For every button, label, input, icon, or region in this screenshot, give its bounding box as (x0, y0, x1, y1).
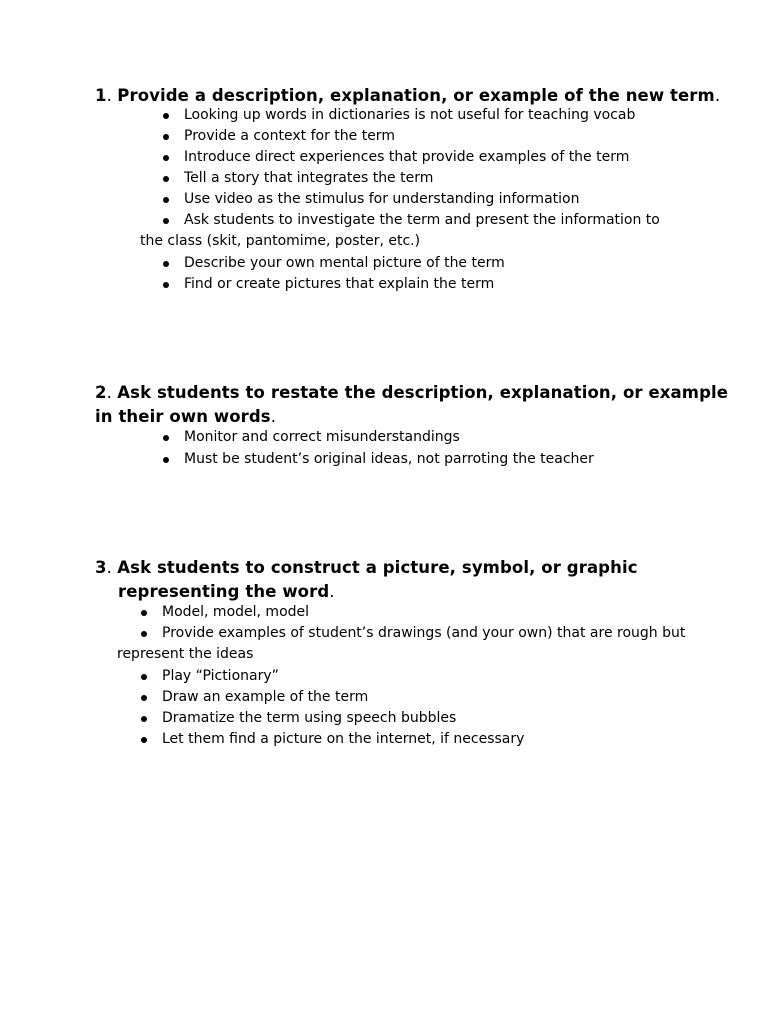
bullet-icon (163, 197, 169, 203)
section-heading-continuation (118, 580, 335, 604)
section-number: 1 (95, 86, 107, 105)
bullet-icon (141, 674, 147, 680)
list-item-text: Ask students to investigate the term and present the information to (184, 212, 660, 228)
list-item-continuation: the class (skit, pantomime, poster, etc.) (140, 233, 421, 249)
bullet-icon (163, 218, 169, 224)
list-item-text: Draw an example of the term (162, 689, 369, 705)
list-item-text: Provide a context for the term (184, 128, 395, 144)
list-item-text: Use video as the stimulus for understanding information (184, 191, 580, 207)
section-heading-line: Provide a description, explanation, or example of the new term (117, 86, 715, 105)
list-item-text: Introduce direct experiences that provide examples of the term (184, 149, 630, 165)
bullet-icon (163, 155, 169, 161)
section-heading-end: . (270, 407, 277, 426)
bullet-icon (141, 610, 147, 616)
bullet-icon (141, 737, 147, 743)
bullet-icon (141, 631, 147, 637)
bullet-icon (141, 716, 147, 722)
list-item-text: Let them find a picture on the internet, if necessary (162, 731, 525, 747)
section-heading-end: . (329, 582, 335, 601)
list-item-text: Looking up words in dictionaries is not useful for teaching vocab (184, 107, 636, 123)
list-item-continuation: represent the ideas (117, 646, 254, 662)
list-item-text: Play “Pictionary” (162, 668, 279, 684)
bullet-icon (163, 282, 169, 288)
list-item-text: Provide examples of student’s drawings (and your own) that are rough but (162, 625, 686, 641)
section-heading-line: Ask students to restate the description, explanation, or example (117, 383, 729, 402)
bullet-icon (163, 457, 169, 463)
list-item-text: Must be student’s original ideas, not parroting the teacher (184, 451, 594, 467)
section-number: 3 (95, 558, 107, 577)
section-heading-continuation (95, 405, 276, 429)
list-item-text: Find or create pictures that explain the term (184, 276, 495, 292)
section-heading-line: Ask students to construct a picture, symbol, or graphic (117, 558, 638, 577)
list-item-text: Monitor and correct misunderstandings (184, 429, 460, 445)
list-item-text: Model, model, model (162, 604, 310, 620)
section-heading-line: representing the word (118, 582, 330, 601)
list-item-text: Describe your own mental picture of the term (184, 255, 505, 271)
bullet-icon (163, 113, 169, 119)
bullet-icon (163, 134, 169, 140)
section-heading: 2. Ask students to restate the description, explanation, or example (95, 383, 729, 402)
list-item-text: Tell a story that integrates the term (184, 170, 434, 186)
section-heading-end: . (714, 86, 721, 105)
list-item-text: Dramatize the term using speech bubbles (162, 710, 457, 726)
section-heading: 3. Ask students to construct a picture, symbol, or graphic (95, 558, 638, 577)
bullet-icon (163, 261, 169, 267)
section-heading: 1. Provide a description, explanation, or example of the new term. (95, 86, 721, 105)
bullet-icon (163, 435, 169, 441)
section-number: 2 (95, 383, 107, 402)
section-heading-line: in their own words (95, 407, 271, 426)
bullet-icon (163, 176, 169, 182)
bullet-icon (141, 695, 147, 701)
